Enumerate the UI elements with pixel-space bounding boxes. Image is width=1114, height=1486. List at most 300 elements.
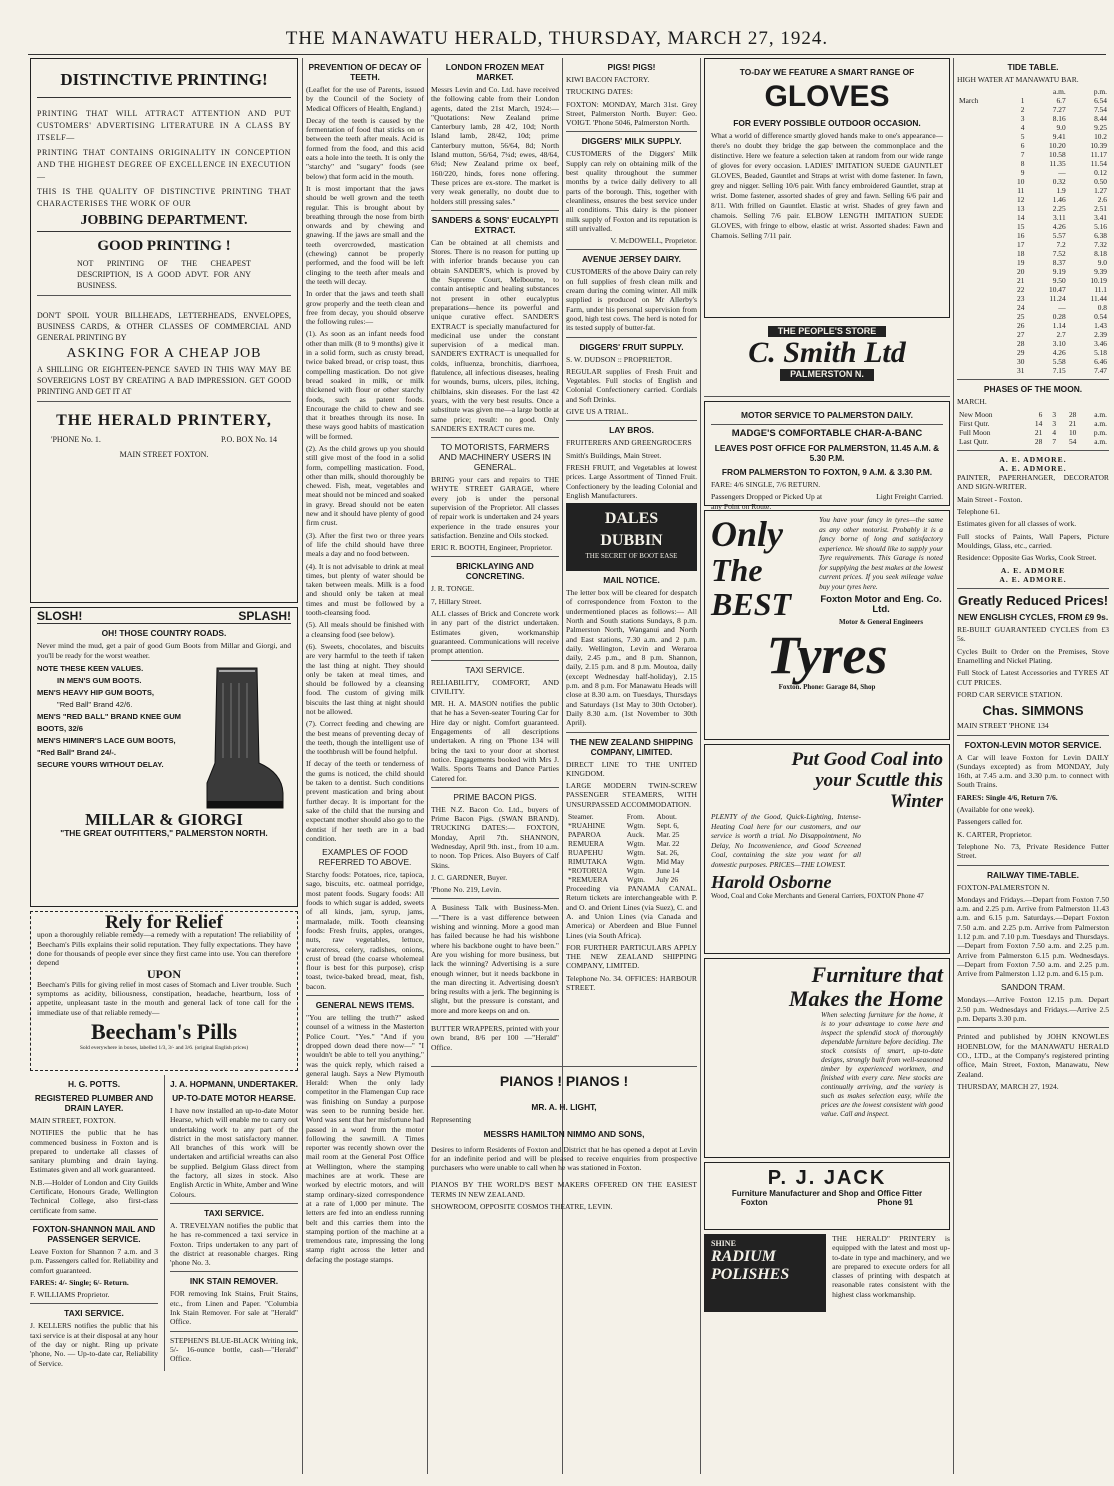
tide-cell: 4.26 [1052, 222, 1066, 232]
phases-title: PHASES OF THE MOON. [983, 384, 1083, 395]
sanders-title: SANDERS & SONS' EUCALYPTI EXTRACT. [431, 214, 559, 235]
tide-cell: — [1058, 303, 1066, 313]
shipping-title: THE NEW ZEALAND SHIPPING COMPANY, LIMITED. [569, 736, 694, 757]
tide-cell: 6.46 [1094, 357, 1107, 367]
decay-title: PREVENTION OF DECAY OF TEETH. [308, 62, 422, 82]
tide-month [957, 258, 1004, 267]
coal-text: PLENTY of the Good, Quick-Lighting, Intense-Heating Coal here for our customers, and our service is worth a trial. No Disappointment, No Delay, No Inconvenience, and Good Screened Coal, containing the size you want for all domestic purposes. PRICES—THE LOWEST. [711, 812, 861, 869]
tide-cell: 2 [1020, 105, 1025, 115]
tide-cell: 25 [1017, 312, 1025, 322]
lay-sub: FRUITERERS AND GREENGROCERS [566, 438, 692, 448]
ship-row [566, 848, 697, 857]
madge-ad [704, 401, 950, 511]
phases-month: MARCH. [957, 397, 987, 407]
tide-cell: 11.44 [1090, 294, 1107, 304]
tide-row [957, 114, 1109, 123]
brick-title: BRICKLAYING AND CONCRETING. [456, 561, 534, 582]
phase-cell: 28 [1034, 436, 1043, 446]
taxi-text: J. KELLERS notifies the public that his taxi service is at their disposal at any hour of the day or night. Ring up private 'phone, No. — Up-to-date car, Reliability of Service. [30, 1321, 158, 1368]
phase-cell: 6 [1038, 409, 1043, 419]
news-title: GENERAL NEWS ITEMS. [315, 1000, 415, 1011]
tide-month [957, 267, 1004, 276]
roads-text: Never mind the mud, get a pair of good Gum Boots from Millar and Giorgi, and you'll be ready for the worst weather. [37, 641, 291, 660]
tide-row [957, 285, 1109, 294]
column-1 [30, 58, 298, 1476]
decay-paragraph: (3). After the first two or three years of life the child should have three meals a day and no food between. [306, 530, 424, 559]
sanders-text: Can be obtained at all chemists and Stores. There is no reason for putting up with inferior brands because you can obtain SANDER'S, which is proved by the Supreme Court, Melbourne, to contain antiseptic and healing substances not present in other eucalyptus preparations—hence its powerful and unique curative effect. SANDER'S EXTRACT is specially manufactured for medicinal use under the constant supervision of a medical man. SANDER'S EXTRACT is unequalled for colds, influenza, bronchitis, diarrhoea, flatulence, all infectious diseases, healing for wounds, burns, ulcers, piles, itching, chilblains, skin diseases. For the last 42 years, with the very best results. Once a substitute was given me—a large bottle at same price; result: no good. Only SANDER'S EXTRACT cures me. [431, 237, 559, 433]
tide-cell: 11.35 [1049, 159, 1066, 169]
radium-ad [704, 1234, 826, 1312]
ship-cell: Wgtn. [626, 857, 645, 867]
pianos-rep: Representing [431, 1115, 472, 1125]
tide-cell: 5.57 [1052, 231, 1066, 241]
simmons-name: Chas. SIMMONS [982, 703, 1084, 719]
smith-palmerston: PALMERSTON N. [780, 369, 874, 380]
tide-row [957, 132, 1109, 141]
smith-logo [704, 322, 950, 392]
levin-available: (Available for one week). [957, 805, 1035, 815]
tide-cell: 17 [1017, 240, 1025, 250]
tide-row [957, 123, 1109, 132]
taxi3-text: MR. H. A. MASON notifies the public that he has a Seven-seater Touring Car for Hire day or night. Comfort guaranteed. Engagements of all descriptions undertaken. A ring on 'Phone 134 will bring the taxi to your door at shortest notice. Engagements booked with Mrs J. Walls. Sports Teams and Dance Parties Catered for. [431, 699, 559, 783]
tide-cell: 5.18 [1094, 348, 1107, 358]
ship-cell: *ROTORUA [568, 866, 608, 876]
tide-cell: 3.11 [1053, 213, 1066, 223]
tide-cell: 0.28 [1052, 312, 1066, 322]
tide-month [957, 285, 1004, 294]
phase-cell: 7 [1052, 436, 1057, 446]
tide-cell: 26 [1017, 321, 1025, 331]
tide-cell: 15 [1017, 222, 1025, 232]
value-line: SECURE YOURS WITHOUT DELAY. [37, 759, 164, 769]
column-rule [302, 58, 303, 1474]
foxton-motor: Foxton Motor and Eng. Co. Ltd. [820, 594, 942, 615]
tide-cell: 9.39 [1094, 267, 1107, 277]
good-printing-heading: GOOD PRINTING ! [97, 238, 231, 255]
printery-street: MAIN STREET FOXTON. [119, 450, 209, 460]
tide-month [957, 123, 1004, 132]
tide-cell: 0.12 [1094, 168, 1107, 178]
relief-text: upon a thoroughly reliable remedy—a remedy with a reputation! The reliability of Beecham's Pills explains their solid reputation. They fully expectations. They have done for thousands of people ever since they first came into use. You can therefore depend [37, 930, 291, 968]
levin-tel: Telephone No. 73, Private Residence Futter Street. [957, 841, 1109, 861]
tide-row [957, 150, 1109, 159]
tide-cell: 9.19 [1052, 267, 1066, 277]
tide-row [957, 231, 1109, 240]
tide-cell: 20 [1017, 267, 1025, 277]
fruit-title: DIGGERS' FRUIT SUPPLY. [579, 341, 684, 352]
shipping-table [566, 812, 697, 884]
value-line: MEN'S "RED BALL" BRAND KNEE GUM BOOTS, 32/6 [37, 711, 182, 733]
tide-cell: 21 [1017, 276, 1025, 286]
peoples-store: THE PEOPLE'S STORE [768, 326, 887, 337]
tide-row [957, 96, 1109, 105]
upon-heading: UPON [147, 967, 181, 982]
phase-cell: 10 [1068, 427, 1077, 437]
admore-tel: Telephone 61. [957, 507, 1000, 517]
tide-month [957, 105, 1004, 114]
tide-table [957, 87, 1109, 375]
tide-cell: 7.32 [1094, 240, 1107, 250]
phase-cell: a.m. [1094, 418, 1107, 428]
ship-cell: Mid May [656, 857, 685, 867]
ship-row [566, 821, 697, 830]
printing-ad [30, 58, 298, 603]
gloves-intro: TO-DAY WE FEATURE A SMART RANGE OF [739, 67, 915, 77]
tide-cell: 3.10 [1052, 339, 1066, 349]
madge-freight: Light Freight Carried. [876, 492, 943, 502]
jack-sub: Furniture Manufacturer and Shop and Office Fitter [731, 1189, 923, 1198]
value-line: IN MEN'S GUM BOOTS. [57, 675, 142, 685]
dales-dubbin: DALES DUBBIN [600, 510, 663, 550]
tide-cell: 6.38 [1094, 231, 1107, 241]
ship-cell: June 14 [656, 866, 680, 876]
tide-cell: 7 [1020, 150, 1025, 160]
phase-cell: First Qutr. [959, 418, 990, 428]
tide-cell: 0.32 [1052, 177, 1066, 187]
tide-month [957, 132, 1004, 141]
rebuilt-cycles: RE-BUILT GUARANTEED CYCLES from £3 5s. [957, 625, 1109, 644]
phase-cell: New Moon [959, 409, 993, 419]
ship-cell: REMUERA [568, 839, 605, 849]
ship-cell: *REMUERA [568, 875, 608, 885]
full-stock: Full Stock of Latest Accessories and TYRES AT CUT PRICES. [957, 668, 1109, 687]
radium-polishes: RADIUM POLISHES [711, 1248, 790, 1284]
tide-month [957, 150, 1004, 159]
prime-title: PRIME BACON PIGS. [453, 791, 537, 802]
news-text: "You are telling the truth?" asked counsel of a witness in the Masterton Police Court. "Yes." "And if you dropped down dead there now—" "I wouldn't be able to tell you anything," was the quick reply, which raised a general laugh. Says a New Plymouth Herald: When the only lady competitor in the Flamengan Cup race was finishing on Sunday a purpose was seen to be running beside her. Word was sent that her misfortune had passed in a word from the motor following the sawmill. A Times reporter was recently shown over the mail room at the General Post Office at Wellington, where the stamping machines are at work. These are worked by electric motors, and will stamp ordinary-sized correspondence at a rate of 1,000 per minute. The letters are fed into an endless running belt and this carries them into the stamping portion of the machine at a tremendous rate, impressing the long stamp right across the letter and defacing the postage stamps. [306, 1013, 424, 1264]
lay-text: FRESH FRUIT, and Vegetables at lowest prices. Large Assortment of Tinned Fruit. Confectionery by the leading Colonial and English Manufacturers. [566, 462, 697, 500]
admore-name: A. E. ADMORE. [999, 454, 1067, 464]
taxi2-title: TAXI SERVICE. [204, 1207, 264, 1218]
mail-text: The letter box will be cleared for despatch of correspondence from Foxton to the undermentioned places as follows:— All North and South stations Sundays, 8 p.m. Palmerston North, Wanganui and North and East stations, 7.30 a.m. and 2 p.m. daily. Wellington, Levin and Weraroa daily, 2.45 p.m., and 8 p.m. Shannon, daily, 2.15 p.m. and 8 p.m. Moutoa, daily (except Wednesday half-holiday), 2.15 p.m. and 8 p.m. For Manawatu Heads will close at 8.30 a.m. on Tuesdays, Thursdays and Saturdays (1st May to 30th October). Daily 8.30 a.m. (1st November to 30th April). [566, 588, 697, 728]
phase-cell: 3 [1052, 409, 1057, 419]
tide-month [957, 177, 1004, 186]
taxi3-sub: RELIABILITY, COMFORT, AND CIVILITY. [431, 677, 559, 696]
pianos-name: MR. A. H. LIGHT, [531, 1102, 597, 1113]
masthead: THE MANAWATU HERALD, THURSDAY, MARCH 27, 1924. [285, 28, 829, 49]
tide-month [957, 204, 1004, 213]
millar-giorgi-name: MILLAR & GIORGI [85, 809, 243, 829]
motorists-text: BRING your cars and repairs to THE WHYTE STREET GARAGE, where every job is under the personal supervision of the Proprietor. All classes of repair work is undertaken and 24 years experience in the trade ensures your satisfaction. Benzine and Oils stocked. [431, 475, 559, 540]
tide-cell: 8.16 [1052, 114, 1066, 124]
tide-row [957, 339, 1109, 348]
lay-title: LAY BROS. [609, 425, 654, 436]
tide-cell: 13 [1017, 204, 1025, 214]
tide-cell: 1.46 [1052, 195, 1066, 205]
tyres-ad [704, 510, 950, 740]
motorists-title: TO MOTORISTS, FARMERS AND MACHINERY USERS IN GENERAL. [439, 442, 551, 473]
slosh-heading: SLOSH! [37, 609, 83, 623]
tide-row [957, 276, 1109, 285]
london-text: Messrs Levin and Co. Ltd. have received the following cable from their London agents, dated the 21st March, 1924:— "Quotations: New Zealand prime Canterbury lamb, 28 4/2, 10d; North Island lamb, 28/42, 10d; prime Canterbury mutton, 56/64, 8d; North Island mutton, 56/64, 7¼d; ewes, 48/64, 6¾d; New Zealand prime ox beef, 160/220, hinds, fores none offering. These prices are ex-store. The market is very weak generally, no doubt due to holders still pressing sales." [431, 85, 559, 206]
gum-boot-illustration [187, 663, 287, 813]
tide-cell: 2.7 [1056, 330, 1066, 340]
ship-row [566, 857, 697, 866]
decay-paragraph: (6). Sweets, chocolates, and biscuits are very harmful to the teeth if taken the last thing at night. They should only be taken at meal times, and should be followed by a cleansing food. The custom of giving milk biscuits the last thing at night should not be allowed. [306, 641, 424, 716]
tide-cell: 1 [1020, 96, 1025, 106]
tide-month [957, 114, 1004, 123]
tide-cell: 3.41 [1094, 213, 1107, 223]
potts-name: H. G. POTTS. [67, 1079, 121, 1089]
tide-cell: 3 [1020, 114, 1025, 124]
tide-cell: 7.27 [1052, 105, 1066, 115]
tide-cell: 23 [1017, 294, 1025, 304]
jack-name: P. J. JACK [767, 1167, 887, 1189]
masthead-rule [28, 54, 1106, 55]
levin-title: FOXTON-LEVIN MOTOR SERVICE. [964, 739, 1102, 750]
tide-cell: 10 [1017, 177, 1025, 187]
column-rule [953, 58, 954, 1474]
tide-row [957, 348, 1109, 357]
pigs-title: PIGS! PIGS! [607, 62, 656, 72]
tide-row [957, 141, 1109, 150]
tide-cell: — [1058, 168, 1066, 178]
admore-stock: Full stocks of Paints, Wall Papers, Picture Mouldings, Glass, etc., carried. [957, 531, 1109, 550]
tide-cell: 7.47 [1094, 366, 1107, 376]
decay-paragraph: In order that the jaws and teeth shall grow properly and the teeth clean and free from decay, you should observe the following rules:— [306, 289, 424, 327]
tide-row [957, 303, 1109, 312]
tide-month [957, 330, 1004, 339]
ship-row [566, 866, 697, 875]
brick-name: J. R. TONGE. [431, 584, 474, 594]
tide-cell: 2.51 [1094, 204, 1107, 214]
tide-cell: 16 [1017, 231, 1025, 241]
tide-cell: 5.16 [1094, 222, 1107, 232]
tide-month [957, 159, 1004, 168]
column-6 [957, 58, 1109, 1476]
tide-cell: 9.0 [1097, 258, 1107, 268]
decay-paragraph: (5). All meals should be finished with a cleansing food (see below). [306, 620, 424, 639]
coal-ad [704, 744, 950, 954]
country-roads: OH! THOSE COUNTRY ROADS. [101, 628, 227, 639]
kiwi-factory: KIWI BACON FACTORY. [566, 75, 650, 84]
phase-cell: Last Qutr. [959, 436, 989, 446]
tide-sub: HIGH WATER AT MANAWATU BAR. [957, 75, 1079, 84]
sandon-text: Mondays.—Arrive Foxton 12.15 p.m. Depart 2.50 p.m. Wednesdays and Fridays.—Arrive 2.5 p.m. Departs 3.30 p.m. [957, 995, 1109, 1024]
taxi-title: TAXI SERVICE. [64, 1308, 124, 1319]
ship-cell: PAPAROA [568, 830, 602, 840]
column-4 [566, 58, 697, 1058]
levin-fares: FARES: Single 4/6, Return 7/6. [957, 792, 1058, 802]
tide-row [957, 321, 1109, 330]
tide-cell: 18 [1017, 249, 1025, 259]
jack-address: Foxton [741, 1198, 768, 1208]
shipping-note: Proceeding via PANAMA CANAL. Return tickets are interchangeable with P. and O. and Orient Lines (via Suez), C. and A. and Union Lines (via Canada and America) or Aberdeen and Blue Funnel Lines (via South Africa). [566, 884, 697, 940]
imprint-date: THURSDAY, MARCH 27, 1924. [957, 1081, 1059, 1091]
tide-month [957, 213, 1004, 222]
admore-residence: Residence: Opposite Gas Works, Cook Street. [957, 553, 1097, 563]
trucking-text: FOXTON: MONDAY, March 31st. Grey Street, Palmerston North. Buyer: Geo. VOIGT. 'Phone 5046, Palmerston North. [566, 99, 697, 128]
phase-row [957, 410, 1109, 419]
shannon-fares: FARES: 4/- Single; 6/- Return. [30, 1277, 129, 1287]
milk-sign: V. McDOWELL, Proprietor. [610, 236, 697, 246]
ship-col-head: About. [656, 812, 677, 822]
gloves-heading: GLOVES [764, 80, 890, 113]
printery-phone: 'PHONE No. 1. [51, 435, 101, 445]
shannon-title: FOXTON-SHANNON MAIL AND PASSENGER SERVICE. [32, 1223, 156, 1244]
admore-name: A. E. ADMORE. [999, 463, 1067, 473]
phase-cell: 3 [1052, 418, 1057, 428]
tide-row [957, 330, 1109, 339]
tide-cell: 6.7 [1056, 96, 1066, 106]
admore-name: A. E. ADMORE. [999, 574, 1067, 584]
jack-phone: Phone 91 [877, 1198, 913, 1208]
gloves-ad [704, 58, 950, 318]
phase-cell: p.m. [1093, 427, 1107, 437]
only-text: Only [711, 514, 783, 554]
tide-cell: 7.52 [1052, 249, 1066, 259]
tide-month [957, 222, 1004, 231]
tide-row [957, 366, 1109, 375]
value-line: MEN'S HIMINER'S LACE GUM BOOTS, "Red Ball" Brand 24/-. [37, 735, 176, 757]
rail-text: Mondays and Fridays.—Depart from Foxton 7.50 a.m. and 2.25 p.m. Arrive from Palmerston 11.43 a.m. and 6.15 p.m. Saturdays.—Depart Foxton 7.50 a.m. and 2.25 p.m. Arrive from Palmerston 1.12 p.m. and 7.10 p.m. Tuesdays and Thursdays.—Depart from Foxton 7.50 a.m. and 2.25 p.m. Arrive from Palmerston 6.15 p.m. Wednesdays.—Depart from Foxton 7.50 a.m. and 2.25 p.m. Arrive from Palmerston 1.12 p.m. and 6.15 p.m. [957, 894, 1109, 979]
tide-cell: 14 [1017, 213, 1025, 223]
tide-cell: 0.8 [1097, 303, 1107, 313]
brick-address: 7, Hillary Street. [431, 596, 482, 606]
tyre-text: You have your fancy in tyres—the same as any other motorist. Probably it is a fancy borne of long and satisfactory experience. We should like to supply your Tyre requirements. This Garage is noted for supplying the best makes at the lowest current prices. If you seek mileage value buy your tyres here. [819, 515, 943, 591]
tide-cell: 9.41 [1052, 132, 1066, 142]
phase-row [957, 437, 1109, 446]
herald-printery-heading: THE HERALD PRINTERY, [56, 411, 272, 429]
tide-head-am: a.m. [1052, 87, 1066, 97]
printery-pobox: P.O. BOX No. 14 [220, 435, 277, 445]
tide-cell: 5 [1020, 132, 1025, 142]
ship-row [566, 830, 697, 839]
phase-cell: Full Moon [959, 427, 991, 437]
best-text: BEST [711, 586, 792, 622]
shipping-text: LARGE MODERN TWIN-SCREW PASSENGER STEAMERS, WITH UNSURPASSED ACCOMMODATION. [566, 781, 697, 809]
column-3 [431, 58, 559, 1058]
phases-table [957, 410, 1109, 446]
tide-cell: 8.18 [1094, 249, 1107, 259]
tide-month [957, 195, 1004, 204]
gloves-occasion: FOR EVERY POSSIBLE OUTDOOR OCCASION. [733, 118, 921, 128]
tide-row [957, 105, 1109, 114]
tide-title: TIDE TABLE. [1007, 62, 1059, 72]
tide-cell: 11.24 [1049, 294, 1066, 304]
furniture-ad [704, 958, 950, 1158]
tide-cell: 1.27 [1094, 186, 1107, 196]
tide-month [957, 303, 1004, 312]
potts-nb: N.B.—Holder of London and City Guilds Certificate, Honours Grade, Wellington Technical College, also first-class certificate from same. [30, 1177, 158, 1215]
tide-cell: 28 [1017, 339, 1025, 349]
business-text: A Business Talk with Business-Men.—"There is a vast difference between wishing and winning. More a good man has failed because he had his wishbone where his backbone ought to have been." Are you wishing for more business, but lack the winning? Advertising is a sure enough winner, but it needs backbone in the man directing it. Advertising doesn't bring results with a jerk. The beginning is slight, but the pressure is constant, and more and more keeps on and on. [431, 903, 559, 1015]
tyres-heading: Tyres [766, 625, 888, 686]
tide-cell: 0.50 [1094, 177, 1107, 187]
relief-heading: Rely for Relief [105, 912, 223, 933]
column-rule [427, 58, 428, 1474]
phase-cell: 14 [1034, 418, 1043, 428]
examples-title: EXAMPLES OF FOOD REFERRED TO ABOVE. [318, 847, 412, 868]
ship-cell: Wgtn. [626, 839, 645, 849]
motor-service-title: MOTOR SERVICE TO PALMERSTON DAILY. [740, 410, 914, 420]
tide-cell: 30 [1017, 357, 1025, 367]
decay-intro: (Leaflet for the use of Parents, issued by the Council of the Society of Medical Officers of Health, England.) [306, 85, 424, 113]
foxton-motor-phone: Foxton. Phone: Garage 84, Shop [778, 683, 876, 692]
furniture-heading: Furniture that Makes the Home [789, 962, 943, 1011]
ship-cell: Wgtn. [626, 821, 645, 831]
decay-paragraph: Decay of the teeth is caused by the fermentation of food that sticks on or between the teeth after meals. Acid is formed from the food, and this acid eats a hole into the teeth. It is only the "starchy" and "sugary" foods (see below) that form acid in the mouth. [306, 115, 424, 181]
tide-row [957, 177, 1109, 186]
tide-cell: 7.2 [1056, 240, 1066, 250]
furniture-text: When selecting furniture for the home, it is to your advantage to come here and inspect the splendid stock of thoroughly dependable furniture before deciding. The stock consists of smart, up-to-date designs, strongly built from well-seasoned timber by experienced workmen, and finished with every care. New stocks are continually arriving, and the variety is such as makes selection easy, while the prices are the lowest consistent with good value. Call and inspect. [821, 1011, 943, 1118]
tide-cell: 8.44 [1094, 114, 1107, 124]
new-cycles: NEW ENGLISH CYCLES, FROM £9 9s. [957, 612, 1109, 623]
tide-cell: 10.58 [1049, 150, 1066, 160]
tide-cell: 6.54 [1094, 96, 1107, 106]
ship-cell: RUAPEHU [568, 848, 603, 858]
shannon-text: Leave Foxton for Shannon 7 a.m. and 3 p.m. Passengers called for. Reliability and comfort guaranteed. [30, 1246, 158, 1275]
hopmann-title: UP-TO-DATE MOTOR HEARSE. [172, 1093, 296, 1103]
admore-trade: PAINTER, PAPERHANGER, DECORATOR AND SIGN-WRITER. [957, 473, 1109, 492]
ship-col-head: From. [626, 812, 645, 822]
tide-month [957, 366, 1004, 375]
prime-phone: 'Phone No. 219, Levin. [431, 885, 502, 895]
madge-name: MADGE'S COMFORTABLE CHAR-A-BANC [731, 428, 923, 439]
value-line: "Red Ball" Brand 42/6. [57, 699, 133, 709]
tide-cell: 8 [1020, 159, 1025, 169]
madge-from: FROM PALMERSTON TO FOXTON, 9 A.M. & 3.30 P.M. [721, 467, 933, 477]
trucking-dates: TRUCKING DATES: [566, 87, 633, 97]
tide-month [957, 339, 1004, 348]
admore-estimates: Estimates given for all classes of work. [957, 519, 1077, 529]
potts-address: MAIN STREET, FOXTON. [30, 1116, 116, 1125]
phase-cell: 28 [1068, 409, 1077, 419]
tide-cell: 1.9 [1056, 186, 1066, 196]
phase-cell: a.m. [1094, 409, 1107, 419]
herald-printery-text: THE HERALD" PRINTERY is equipped with the latest and most up-to-date in type and machinery, and we are prepared to execute orders for all classes of printing with despatch at reasonable rates consistent with the highest class workmanship. [832, 1234, 950, 1299]
admore-name: A. E. ADMORE [1000, 565, 1066, 575]
tide-row [957, 267, 1109, 276]
rail-title: RAILWAY TIME-TABLE. [987, 869, 1079, 880]
phase-cell: 21 [1034, 427, 1043, 437]
beecham-pills: Beecham's Pills [90, 1018, 238, 1044]
milk-title: DIGGERS' MILK SUPPLY. [581, 136, 682, 147]
potts-title: REGISTERED PLUMBER AND DRAIN LAYER. [34, 1093, 154, 1113]
tide-cell: 2.6 [1097, 195, 1107, 205]
tide-month [957, 357, 1004, 366]
shipping-contact: FOR FURTHER PARTICULARS APPLY THE NEW ZEALAND SHIPPING COMPANY, LIMITED. [566, 942, 697, 971]
ink-text: FOR removing Ink Stains, Fruit Stains, etc., from Linen and Paper. "Columbia Ink Stain Remover. For sale at "Herald" Office. [170, 1289, 298, 1327]
the-text: The [711, 552, 763, 588]
pianos-ad [431, 1062, 697, 1472]
ship-cell: July 26 [656, 875, 679, 885]
tide-row [957, 195, 1109, 204]
ship-cell: Wgtn. [626, 866, 645, 876]
tide-cell: 11.17 [1090, 150, 1107, 160]
tide-month [957, 231, 1004, 240]
osborne-sub: Wood, Coal and Coke Merchants and General Carriers, FOXTON Phone 47 [711, 892, 924, 900]
tide-cell: 2.39 [1094, 330, 1107, 340]
phase-cell: 4 [1052, 427, 1057, 437]
greatly-reduced: Greatly Reduced Prices! [957, 593, 1109, 609]
decay-paragraph: (1). As soon as an infant needs food other than milk (8 to 9 months) give it in a solid form, such as crusty bread, twice baked bread, or crisp toast, thus compelling mastication. Do not give bread soaked in milk, or milk thickened with flour or other starchy foods, such as patent foods. Encourage the child to chew and see that it breathes through its nose. In these ways good habits of mastication will be formed. [306, 329, 424, 441]
avenue-title: AVENUE JERSEY DAIRY. [582, 254, 681, 265]
keen-values: NOTE THESE KEEN VALUES. [37, 663, 144, 673]
great-outfitters: "THE GREAT OUTFITTERS," PALMERSTON NORTH. [60, 828, 268, 839]
tide-cell: 3.46 [1094, 339, 1107, 349]
tide-cell: 10.19 [1090, 276, 1107, 286]
pianos-showroom: SHOWROOM, OPPOSITE COSMOS THEATRE, LEVIN. [431, 1202, 613, 1212]
levin-text: A Car will leave Foxton for Levin DAILY (Sundays excepted) as from MONDAY, July 16th, at 7.45 a.m. and 3.30 p.m. to connect with South Trains. [957, 752, 1109, 790]
tide-month [957, 321, 1004, 330]
madge-fare: FARE: 4/6 SINGLE, 7/6 RETURN. [711, 480, 821, 489]
smith-name: C. Smith Ltd [748, 336, 906, 370]
cycles-built: Cycles Built to Order on the Premises, Stove Enamelling and Nickel Plating. [957, 646, 1109, 666]
dales-text: THE SECRET OF BOOT EASE [585, 552, 678, 561]
brick-text: ALL classes of Brick and Concrete work in any part of the district undertaken. Estimates given, workmanship guaranteed. Communications will receive prompt attention. [431, 609, 559, 656]
tide-row [957, 357, 1109, 366]
